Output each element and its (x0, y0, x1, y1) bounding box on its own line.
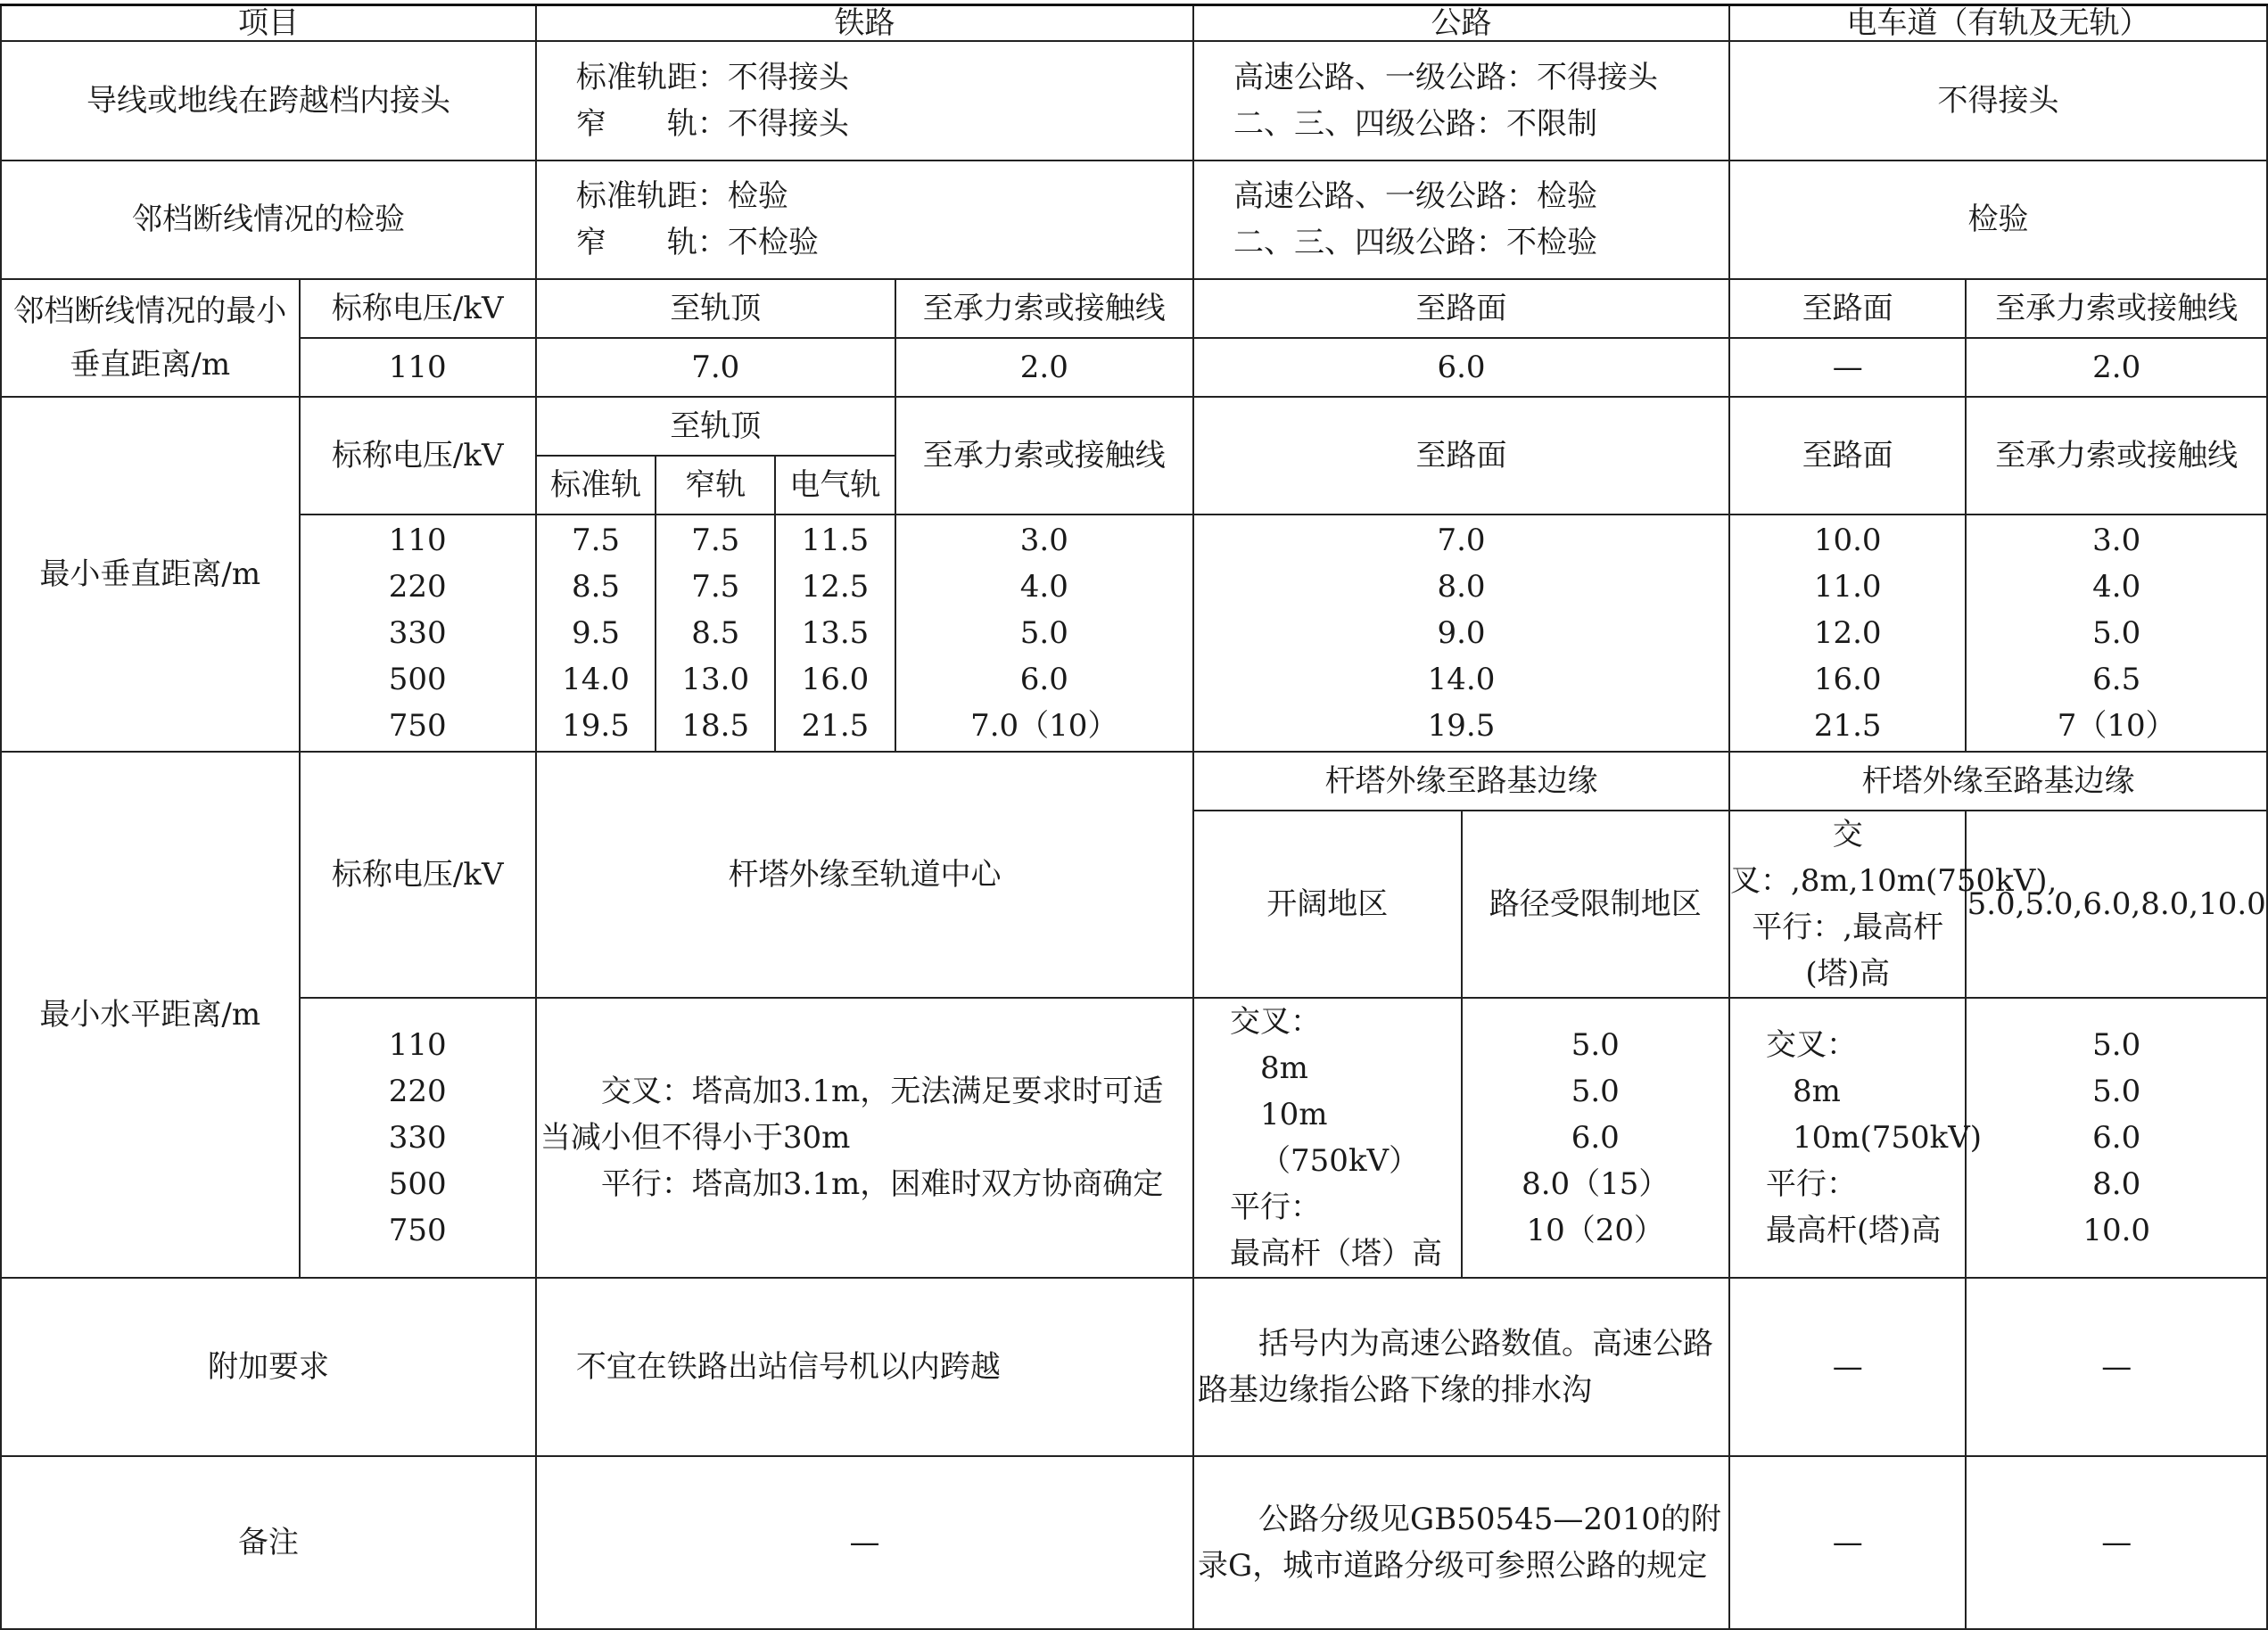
vertical-voltage: 750 (388, 707, 447, 744)
extra-highway-text: 括号内为高速公路数值。高速公路路基边缘指公路下缘的排水沟 (1198, 1325, 1714, 1408)
joint-highway-line: 高速公路、一级公路：不得接头 (1233, 59, 1659, 95)
horizontal-voltage: 220 (388, 1073, 447, 1109)
horizontal-voltage: 500 (388, 1165, 447, 1202)
horizontal-tram-limited-value: 8.0 (2092, 1165, 2141, 1202)
vertical-road-value: 14.0 (1427, 661, 1496, 697)
broken-rail-top: 至轨顶 (536, 279, 895, 338)
horizontal-highway-open-cell (1193, 998, 1461, 1278)
broken-label: 邻档断线情况的最小垂直距离/m (1, 279, 300, 397)
vertical-electric-value: 12.5 (801, 568, 870, 605)
vertical-voltages-cell (300, 515, 536, 752)
check-railway-cell (536, 161, 1193, 279)
vertical-electric-value: 16.0 (801, 661, 870, 697)
joint-highway-line: 二、三、四级公路：不限制 (1233, 105, 1598, 142)
horizontal-voltage: 330 (388, 1119, 447, 1156)
vertical-tram-catenary-value: 3.0 (2092, 522, 2141, 558)
extra-tram-limited: — (1966, 1278, 2267, 1456)
vertical-tram-road-cell (1729, 515, 1966, 752)
joint-railway-cell (536, 41, 1193, 161)
vertical-tram-road-value: 10.0 (1813, 522, 1882, 558)
vertical-tram-road-value: 21.5 (1813, 707, 1882, 744)
extra-railway: 不宜在铁路出站信号机以内跨越 (536, 1278, 1193, 1456)
vertical-narrow-cell (656, 515, 775, 752)
vertical-catenary-value: 4.0 (1019, 568, 1068, 605)
horizontal-highway-open-line: 最高杆（塔）高 (1230, 1235, 1443, 1272)
vertical-road: 至路面 (1193, 397, 1729, 515)
horizontal-highway-edge: 杆塔外缘至路基边缘 (1193, 752, 1729, 811)
broken-v-rail-top: 7.0 (536, 338, 895, 397)
horizontal-tram-open-line: 10m(750kV) (1792, 1119, 1983, 1156)
remark-label: 备注 (1, 1456, 536, 1629)
remark-highway-text: 公路分级见GB50545—2010的附录G，城市道路分级可参照公路的规定 (1198, 1501, 1721, 1584)
vertical-voltage: 220 (388, 568, 447, 605)
horizontal-tram-open-cell (1729, 998, 1983, 1278)
broken-v-tram-road: — (1729, 338, 1966, 397)
crossing-spec-table (0, 4, 2268, 1630)
check-highway-cell (1193, 161, 1729, 279)
vertical-narrow-value: 7.5 (691, 568, 740, 605)
vertical-tram-catenary-value: 6.5 (2092, 661, 2141, 697)
horizontal-tram-open-line: 交叉： (1765, 1026, 1857, 1063)
horizontal-railway-line: 交叉：塔高加3.1m，无法满足要求时可适当减小但不得小于30m (540, 1073, 1164, 1156)
vertical-road-value: 7.0 (1437, 522, 1486, 558)
vertical-label: 最小垂直距离/m (1, 397, 300, 752)
vertical-header-row (1, 397, 2267, 456)
broken-v-tram-catenary: 2.0 (1966, 338, 2267, 397)
vertical-tram-catenary-value: 7（10） (2057, 707, 2176, 744)
vertical-tram-road: 至路面 (1729, 397, 1966, 515)
vertical-catenary-cell (895, 515, 1194, 752)
check-label: 邻档断线情况的检验 (1, 161, 536, 279)
vertical-standard-value: 14.0 (562, 661, 630, 697)
vertical-tram-road-value: 11.0 (1813, 568, 1882, 605)
remark-tram-open: — (1729, 1456, 1966, 1629)
broken-value-row (1, 338, 2267, 397)
vertical-electric-value: 21.5 (801, 707, 870, 744)
horizontal-tram-open: 交叉：,8m,10m(750kV),平行：,最高杆(塔)高 (1729, 811, 1966, 998)
remark-highway-cell (1193, 1456, 1729, 1629)
broken-tram-road: 至路面 (1729, 279, 1966, 338)
broken-header-row (1, 279, 2267, 338)
horizontal-tram-open-line: 8m (1792, 1073, 1841, 1109)
extra-row (1, 1278, 2267, 1456)
vertical-standard-cell (536, 515, 656, 752)
horizontal-highway-limited-value: 5.0 (1571, 1073, 1620, 1109)
horizontal-railway-cell (536, 998, 1193, 1278)
broken-catenary: 至承力索或接触线 (895, 279, 1194, 338)
vertical-voltage-label: 标称电压/kV (300, 397, 536, 515)
check-railway-line: 窄 轨：不检验 (575, 225, 819, 260)
joint-railway-line: 标准轨距：不得接头 (575, 59, 849, 95)
vertical-narrow-value: 13.0 (681, 661, 750, 697)
horizontal-tram-limited-value: 10.0 (2082, 1212, 2151, 1248)
vertical-standard-value: 9.5 (571, 614, 621, 651)
horizontal-highway-limited-value: 8.0（15） (1522, 1165, 1670, 1202)
horizontal-highway-limited-cell (1462, 998, 1729, 1278)
header-tram: 电车道（有轨及无轨） (1729, 5, 2267, 41)
vertical-voltage: 330 (388, 614, 447, 651)
horizontal-tram-edge: 杆塔外缘至路基边缘 (1729, 752, 2267, 811)
horizontal-highway-limited-value: 5.0 (1571, 1026, 1620, 1063)
horizontal-tram-limited: 5.0,5.0,6.0,8.0,10.0 (1966, 811, 2267, 998)
check-highway-line: 高速公路、一级公路：检验 (1233, 178, 1598, 214)
broken-v-road: 6.0 (1193, 338, 1729, 397)
horizontal-voltage-label: 标称电压/kV (300, 752, 536, 998)
horizontal-limited: 路径受限制地区 (1462, 811, 1729, 998)
broken-voltage-label: 标称电压/kV (300, 279, 536, 338)
horizontal-highway-limited-value: 10（20） (1526, 1212, 1665, 1248)
vertical-voltage: 110 (388, 522, 447, 558)
vertical-narrow-value: 7.5 (691, 522, 740, 558)
horizontal-values-row (1, 998, 2267, 1278)
vertical-catenary-value: 6.0 (1019, 661, 1068, 697)
extra-label: 附加要求 (1, 1278, 536, 1456)
joint-tram: 不得接头 (1729, 41, 2267, 161)
vertical-tram-catenary-cell (1966, 515, 2267, 752)
horizontal-voltage: 110 (388, 1026, 447, 1063)
horizontal-highway-open-line: 平行： (1230, 1189, 1322, 1225)
broken-road: 至路面 (1193, 279, 1729, 338)
vertical-tram-catenary: 至承力索或接触线 (1966, 397, 2267, 515)
joint-highway-cell (1193, 41, 1729, 161)
horizontal-railway-line: 平行：塔高加3.1m，困难时双方协商确定 (600, 1165, 1164, 1202)
horizontal-tram-open-line: 平行： (1765, 1165, 1857, 1202)
vertical-road-cell (1193, 515, 1729, 752)
vertical-tram-catenary-value: 5.0 (2092, 614, 2141, 651)
extra-tram-open: — (1729, 1278, 1966, 1456)
broken-v-catenary: 2.0 (895, 338, 1194, 397)
extra-highway-cell (1193, 1278, 1729, 1456)
horizontal-header-row (1, 752, 2267, 811)
horizontal-tram-limited-value: 6.0 (2092, 1119, 2141, 1156)
remark-row (1, 1456, 2267, 1629)
vertical-electric: 电气轨 (775, 456, 895, 515)
horizontal-highway-open-line: 交叉： (1230, 1003, 1322, 1040)
check-railway-line: 标准轨距：检验 (575, 178, 788, 214)
horizontal-label: 最小水平距离/m (1, 752, 300, 1278)
vertical-values-row (1, 515, 2267, 752)
check-tram: 检验 (1729, 161, 2267, 279)
header-highway: 公路 (1193, 5, 1729, 41)
vertical-tram-catenary-value: 4.0 (2092, 568, 2141, 605)
vertical-standard-value: 8.5 (571, 568, 621, 605)
joint-label: 导线或地线在跨越档内接头 (1, 41, 536, 161)
vertical-electric-value: 13.5 (801, 614, 870, 651)
vertical-electric-cell (775, 515, 895, 752)
header-row (1, 5, 2267, 41)
broken-tram-catenary: 至承力索或接触线 (1966, 279, 2267, 338)
remark-railway: — (536, 1456, 1193, 1629)
remark-tram-limited: — (1966, 1456, 2267, 1629)
vertical-road-value: 8.0 (1437, 568, 1486, 605)
broken-voltage: 110 (300, 338, 536, 397)
vertical-voltage: 500 (388, 661, 447, 697)
horizontal-highway-open-line: 10m（750kV） (1260, 1096, 1420, 1179)
horizontal-rail-center: 杆塔外缘至轨道中心 (536, 752, 1193, 998)
horizontal-highway-limited-value: 6.0 (1571, 1119, 1620, 1156)
vertical-standard-value: 7.5 (571, 522, 621, 558)
vertical-standard-value: 19.5 (562, 707, 630, 744)
vertical-electric-value: 11.5 (801, 522, 870, 558)
joint-row (1, 41, 2267, 161)
vertical-narrow-value: 8.5 (691, 614, 740, 651)
vertical-tram-road-value: 16.0 (1813, 661, 1882, 697)
vertical-catenary: 至承力索或接触线 (895, 397, 1194, 515)
horizontal-voltage: 750 (388, 1212, 447, 1248)
horizontal-tram-limited-value: 5.0 (2092, 1026, 2141, 1063)
horizontal-tram-limited-cell (1966, 998, 2267, 1278)
horizontal-tram-limited-value: 5.0 (2092, 1073, 2141, 1109)
vertical-catenary-value: 3.0 (1019, 522, 1068, 558)
joint-railway-line: 窄 轨：不得接头 (575, 105, 849, 142)
vertical-narrow: 窄轨 (656, 456, 775, 515)
horizontal-highway-open-line: 8m (1260, 1050, 1308, 1086)
header-item: 项目 (1, 5, 536, 41)
vertical-rail-top: 至轨顶 (536, 397, 895, 456)
vertical-narrow-value: 18.5 (681, 707, 750, 744)
vertical-catenary-value: 5.0 (1019, 614, 1068, 651)
header-railway: 铁路 (536, 5, 1193, 41)
horizontal-tram-open-line: 最高杆(塔)高 (1765, 1212, 1942, 1248)
vertical-standard: 标准轨 (536, 456, 656, 515)
horizontal-open: 开阔地区 (1193, 811, 1461, 998)
check-highway-line: 二、三、四级公路：不检验 (1233, 225, 1598, 260)
check-row (1, 161, 2267, 279)
vertical-road-value: 19.5 (1427, 707, 1496, 744)
horizontal-voltages-cell (300, 998, 536, 1278)
vertical-road-value: 9.0 (1437, 614, 1486, 651)
vertical-tram-road-value: 12.0 (1813, 614, 1882, 651)
vertical-catenary-value: 7.0（10） (970, 707, 1118, 744)
